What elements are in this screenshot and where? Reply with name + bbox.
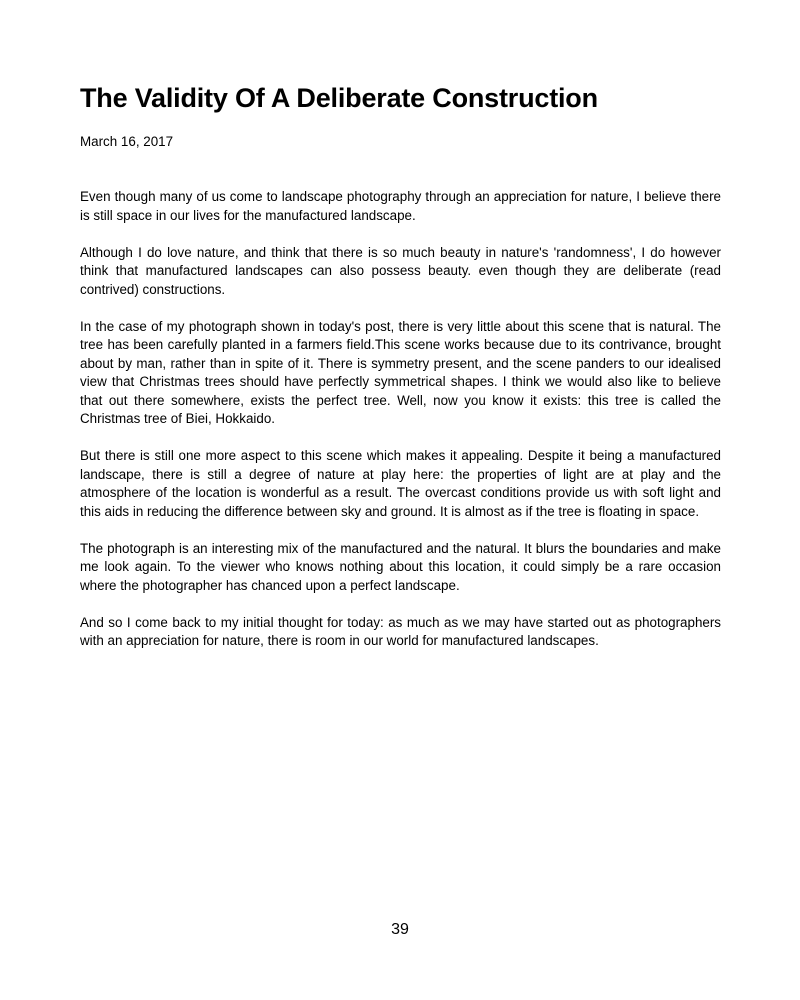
article (80, 80, 721, 669)
paragraph-3: In the case of my photograph shown in today's post, there is very little about this scene that is natural. The tree has been carefully planted in a farmers field.This scene works because due to its contrivance, brought about by man, rather than in spite of it. There is symmetry present, and the scene panders to our idealised view that Christmas trees should have perfectly symmetrical shapes. I think we would also like to believe that out there somewhere, exists the perfect tree. Well, now you know it exists: this tree is called the Christmas tree of Biei, Hokkaido. (80, 318, 721, 426)
paragraph-2: Although I do love nature, and think that there is so much beauty in nature's 'randomness', I do however think that manufactured landscapes can also possess beauty. even though they are deliberate (read contrived) constructions. (80, 244, 721, 297)
paragraph-1: Even though many of us come to landscape photography through an appreciation for nature, I believe there is still space in our lives for the manufactured landscape. (80, 189, 721, 223)
paragraph-6: And so I come back to my initial thought for today: as much as we may have started out as photographers with an appreciation for nature, there is room in our world for manufactured landscapes. (80, 614, 721, 648)
article-body (80, 188, 721, 651)
publish-date: March 16, 2017 (80, 134, 174, 149)
page-title: The Validity Of A Deliberate Construction (80, 83, 598, 113)
paragraph-5: The photograph is an interesting mix of the manufactured and the natural. It blurs the boundaries and make me look again. To the viewer who knows nothing about this location, it could simply be a rare occasion where the photographer has chanced upon a perfect landscape. (80, 540, 721, 593)
page-number: 39 (391, 921, 409, 938)
paragraph-4: But there is still one more aspect to this scene which makes it appealing. Despite it being a manufactured landscape, there is still a degree of nature at play here: the properties of light are at play and the atmosphere of the location is wonderful as a result. The overcast conditions provide us with soft light and this aids in reducing the difference between sky and ground. It is almost as if the tree is floating in space. (80, 448, 721, 519)
